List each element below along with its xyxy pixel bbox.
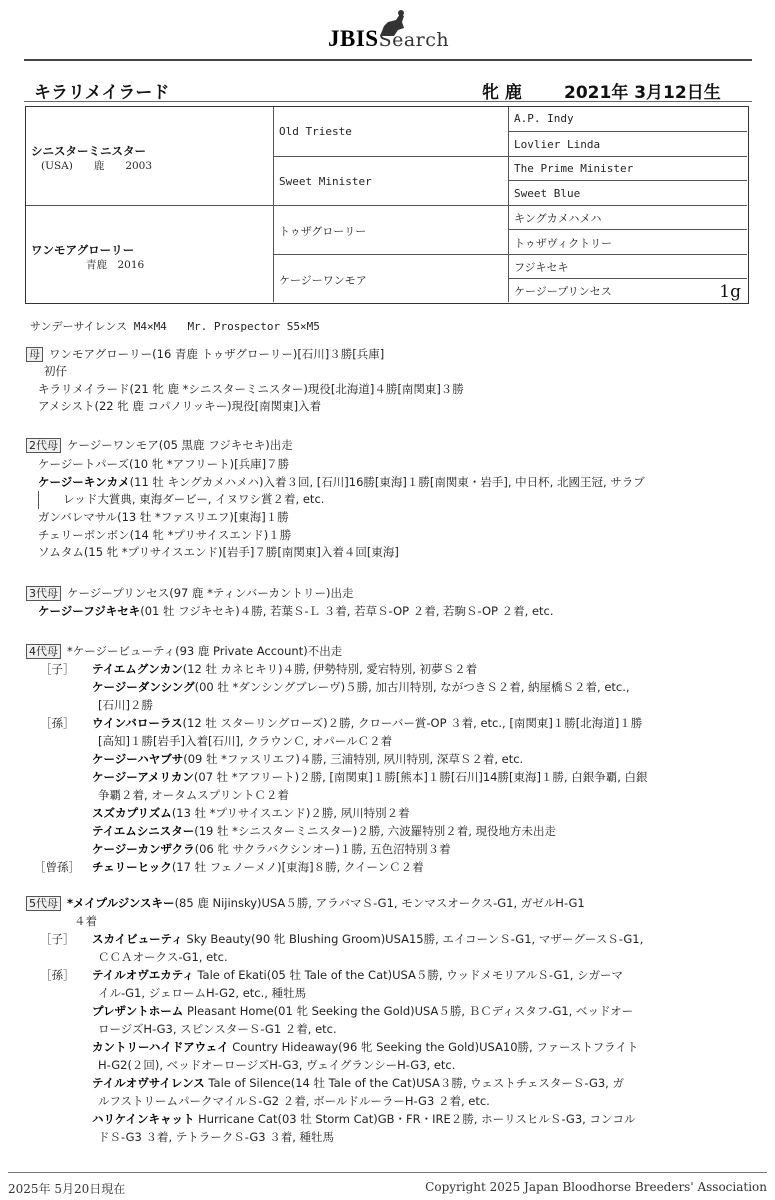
top-rule <box>24 59 752 61</box>
horse-link[interactable]: *メイプルジンスキー <box>67 896 175 910</box>
pedigree-gen2-cell <box>273 205 508 254</box>
horse-link[interactable]: ケージーカンザクラ <box>92 842 195 856</box>
horse-link[interactable]: ケージーアメリカン <box>92 770 194 784</box>
line: アメシスト(22 牝 鹿 コパノリッキー)現役[南関東]入着 <box>38 399 322 413</box>
line: キラリメイラード(21 牝 鹿 *シニスターミニスター)現役[北海道]４勝[南関東]３勝 <box>38 382 464 396</box>
line: Pleasant Home(01 牝 Seeking the Gold)USA５勝, ＢＣディスタフ-G1, ベッドオー <box>183 1004 634 1018</box>
footer-rule <box>8 1172 767 1173</box>
line: (12 牡 スターリングローズ)２勝, クローバー賞-OP ３着, etc., [南関東]１勝[北海道]１勝 <box>182 716 643 730</box>
line: ドＳ-G3 ３着, テトラークＳ-G3 ３着, 種牡馬 <box>98 1130 335 1144</box>
dam-dam[interactable]: ケージーワンモア <box>279 274 367 287</box>
header <box>0 0 775 60</box>
horse-link[interactable]: テイエムシニスター <box>92 824 195 838</box>
name-rule <box>24 101 752 102</box>
pedigree-gen3-cell <box>508 131 747 156</box>
line: (19 牡 *シニスターミニスター)２勝, 六波羅特別２着, 現役地方未出走 <box>194 824 557 838</box>
gen3-name[interactable]: キングカメハメハ <box>514 212 602 225</box>
line: ワンモアグローリー(16 青鹿 トゥザグローリー)[石川]３勝[兵庫] <box>49 347 385 361</box>
line: (07 牡 *アフリート)２勝, [南関東]１勝[熊本]１勝[石川]14勝[東海]１勝, 白銀争覇, 白銀 <box>193 770 648 784</box>
line: (11 牡 キングカメハメハ)入着３回, [石川]16勝[東海]１勝[南関東・岩手], 中日杯, 北國王冠, サラブ <box>129 475 645 489</box>
line: *ケージービューティ(93 鹿 Private Account)不出走 <box>67 644 343 658</box>
pedigree-dam-cell <box>26 205 273 302</box>
gen3-name[interactable]: フジキセキ <box>514 261 569 274</box>
line: イル-G1, ジェロームH-G2, etc., 種牡馬 <box>98 986 307 1000</box>
line: チェリーボンボン(14 牝 *プリサイスエンド)１勝 <box>38 528 292 542</box>
line: 初仔 <box>44 364 67 378</box>
inbreeding-item: サンデーサイレンス M4×M4 <box>30 320 167 333</box>
line: (09 牡 *ファスリエフ)４勝, 三浦特別, 夙川特別, 深草Ｓ２着, etc. <box>183 752 524 766</box>
pedigree-gen3-cell <box>508 229 747 254</box>
pedigree-gen2-cell <box>273 107 508 156</box>
line: (01 牡 フジキセキ)４勝, 若葉Ｓ-Ｌ ３着, 若草Ｓ-OP ２着, 若駒Ｓ-OP ２着, etc. <box>140 604 554 618</box>
line: ルフストリームパークマイルＳ-G2 ２着, ボールドルーラーH-G3 ２着, etc. <box>98 1094 490 1108</box>
gen3-name[interactable]: The Prime Minister <box>514 162 634 175</box>
horse-link[interactable]: スズカプリズム <box>92 806 172 820</box>
horse-link[interactable]: テイルオヴエカティ <box>92 968 194 982</box>
dam-name[interactable]: ワンモアグローリー <box>31 243 135 257</box>
pedigree-gen3-cell <box>508 180 747 205</box>
line: Hurricane Cat(03 牡 Storm Cat)GB・FR・IRE２勝, ホーリスヒルＳ-G3, コンコル <box>194 1112 636 1126</box>
line: (13 牡 *プリサイスエンド)２勝, 夙川特別２着 <box>171 806 410 820</box>
footer-date: 2025年 5月20日現在 <box>8 1182 126 1196</box>
sire-dam[interactable]: Sweet Minister <box>279 175 372 188</box>
line: (17 牡 フェノーメノ)[東海]８勝, クイーンＣ２着 <box>171 860 424 874</box>
jbis-search-logo[interactable] <box>328 8 468 54</box>
dam-sire[interactable]: トゥザグローリー <box>279 225 367 238</box>
horse-link[interactable]: テイエムグンカン <box>92 662 183 676</box>
horse-link[interactable]: スカイビューティ <box>92 932 183 946</box>
horse-link[interactable]: ハリケインキャット <box>92 1112 195 1126</box>
line: ４着 <box>74 914 97 928</box>
horse-name: キラリメイラード <box>34 83 170 103</box>
horse-link[interactable]: ケージーフジキセキ <box>38 604 141 618</box>
line: ケージープリンセス(97 鹿 *ティンバーカントリー)出走 <box>67 586 354 600</box>
sire-info: (USA) 鹿 2003 <box>41 160 153 172</box>
line: (06 牝 サクラバクシンオー)１勝, 五色沼特別３着 <box>194 842 451 856</box>
sire-sire[interactable]: Old Trieste <box>279 125 352 138</box>
horse-link[interactable]: ケージーハヤブサ <box>92 752 184 766</box>
line: ＣＣＡオークス-G1, etc. <box>98 950 228 964</box>
dam-info: 青鹿 2016 <box>86 259 145 271</box>
horse-link[interactable]: チェリーヒック <box>92 860 172 874</box>
pedigree-gen3-cell <box>508 107 747 131</box>
line: [石川]２勝 <box>98 698 153 712</box>
logo-suffix: Search <box>378 29 450 51</box>
horse-link[interactable]: ウインバローラス <box>92 716 183 730</box>
section-tag: 母 <box>26 347 43 362</box>
pedigree-sire-cell <box>26 107 273 205</box>
pedigree-gen3-cell <box>508 254 747 278</box>
relation-label: ［孫］ <box>40 968 75 982</box>
pedigree-gen3-cell <box>508 156 747 180</box>
section-tag: 3代母 <box>26 586 61 601</box>
horse-link[interactable]: テイルオヴサイレンス <box>92 1076 205 1090</box>
pedigree-gen3-cell <box>508 278 747 302</box>
horse-link[interactable]: カントリーハイドアウェイ <box>92 1040 229 1054</box>
family-number: 1g <box>719 282 741 302</box>
logo-text: JBIS <box>328 26 379 51</box>
line: Tale of Silence(14 牡 Tale of the Cat)USA３勝, ウェストチェスターＳ-G3, ガ <box>204 1076 624 1090</box>
line: (12 牡 カネヒキリ)４勝, 伊勢特別, 愛宕特別, 初夢Ｓ２着 <box>182 662 478 676</box>
gen3-name[interactable]: Lovlier Linda <box>514 138 601 151</box>
inbreeding-line <box>30 318 334 334</box>
footer-copyright: Copyright 2025 Japan Bloodhorse Breeders' Association <box>425 1180 767 1194</box>
line: Country Hideaway(96 牝 Seeking the Gold)USA10勝, ファーストフライト <box>228 1040 639 1054</box>
line: Sky Beauty(90 牝 Blushing Groom)USA15勝, エイコーンＳ-G1, マザーグースＳ-G1, <box>182 932 644 946</box>
line: Tale of Ekati(05 牡 Tale of the Cat)USA５勝, ウッドメモリアルＳ-G1, シガーマ <box>193 968 624 982</box>
line: ロージズH-G3, スピンスターＳ-G1 ２着, etc. <box>98 1022 337 1036</box>
gen3-name[interactable]: Sweet Blue <box>514 187 581 200</box>
line: (00 牡 *ダンシングブレーヴ)５勝, 加古川特別, ながつきＳ２着, 納屋橋Ｓ２着, etc., <box>194 680 630 694</box>
line: レッド大賞典, 東海ダービー, イヌワシ賞２着, etc. <box>38 491 324 509</box>
horse-sex-color: 牝 鹿 <box>482 83 522 103</box>
horse-link[interactable]: ケージーキンカメ <box>38 475 130 489</box>
relation-label: ［子］ <box>40 662 75 676</box>
line: [高知]１勝[岩手]入着[石川], クラウンＣ, オパールＣ２着 <box>98 734 393 748</box>
pedigree-gen3-cell <box>508 205 747 229</box>
section-tag: 5代母 <box>26 896 61 911</box>
section-tag: 2代母 <box>26 438 61 453</box>
line: (85 鹿 Nijinsky)USA５勝, アラバマＳ-G1, モンマスオークス-G1, ガゼルH-G1 <box>174 896 585 910</box>
horse-link[interactable]: ケージーダンシング <box>92 680 195 694</box>
line: 争覇２着, オータムスプリントＣ２着 <box>98 788 289 802</box>
gen3-name[interactable]: ケージープリンセス <box>514 285 612 298</box>
horse-birth-date: 2021年 3月12日生 <box>564 83 721 103</box>
line: ガンバレマサル(13 牡 *ファスリエフ)[東海]１勝 <box>38 510 289 524</box>
pedigree-gen2-cell <box>273 254 508 302</box>
relation-label: ［子］ <box>40 932 75 946</box>
line: H-G2(２回), ベッドオーロージズH-G3, ヴェイグランシーH-G3, etc. <box>98 1058 456 1072</box>
gen3-name[interactable]: トゥザヴィクトリー <box>514 237 613 250</box>
line: ケージートパーズ(10 牝 *アフリート)[兵庫]７勝 <box>38 457 290 471</box>
inbreeding-item: Mr. Prospector S5×M5 <box>187 320 320 333</box>
section-tag: 4代母 <box>26 644 61 659</box>
sire-name[interactable]: シニスターミニスター <box>31 144 146 158</box>
line: ソムタム(15 牝 *プリサイスエンド)[岩手]７勝[南関東]入着４回[東海] <box>38 545 399 559</box>
relation-label: ［孫］ <box>40 716 75 730</box>
pedigree-table <box>25 106 749 304</box>
relation-label: ［曾孫］ <box>34 860 80 874</box>
horse-link[interactable]: プレザントホーム <box>92 1004 184 1018</box>
gen3-name[interactable]: A.P. Indy <box>514 112 574 125</box>
pedigree-gen2-cell <box>273 156 508 205</box>
line: ケージーワンモア(05 黒鹿 フジキセキ)出走 <box>67 438 293 452</box>
